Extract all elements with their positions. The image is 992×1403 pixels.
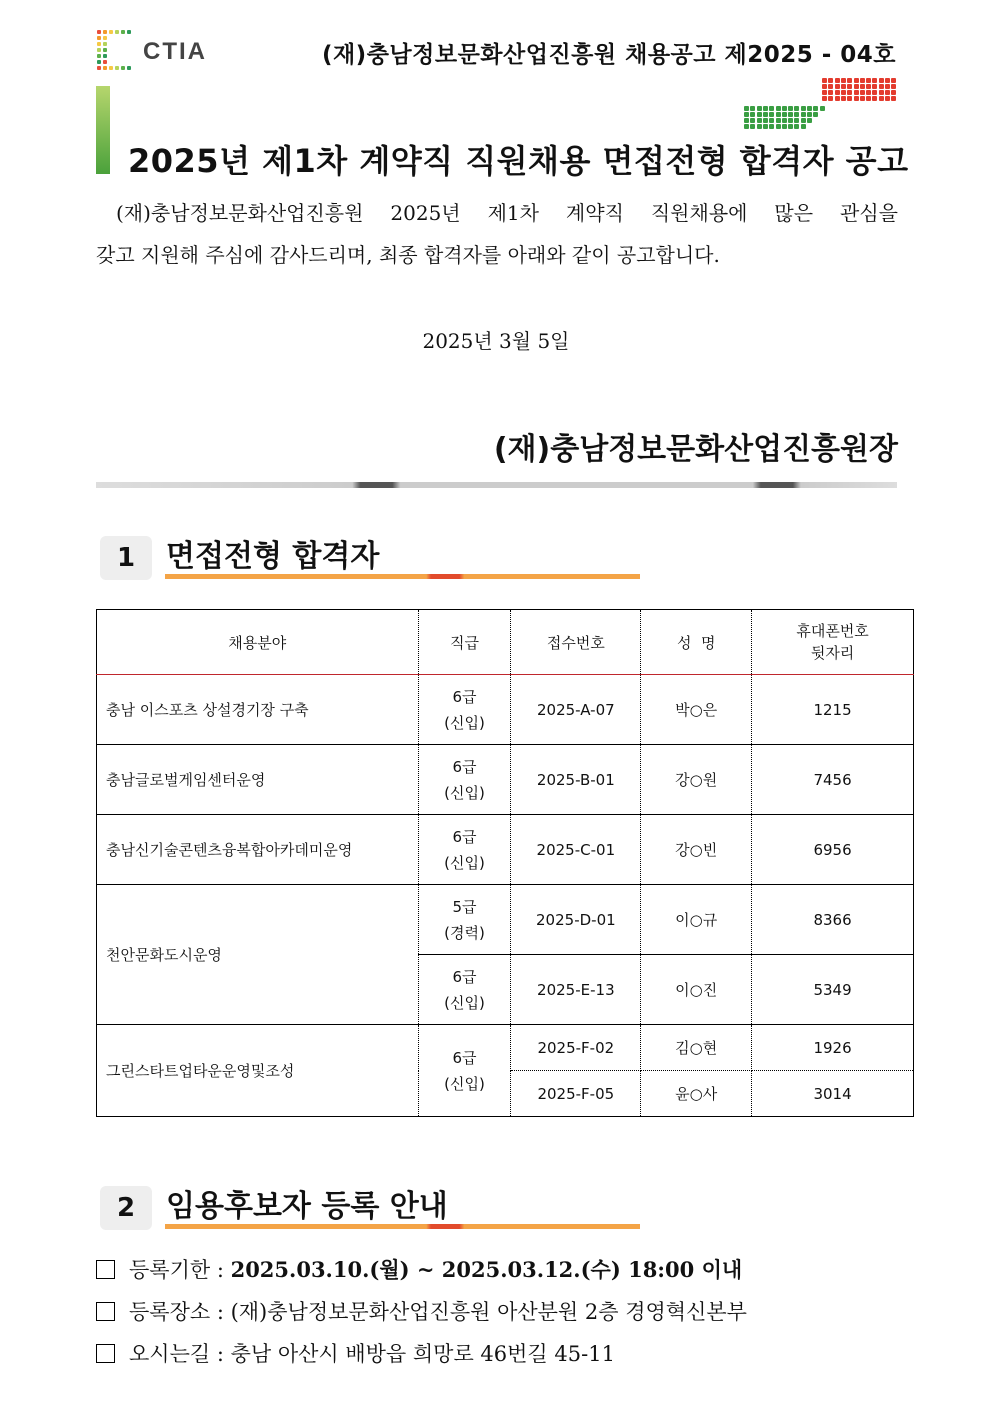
deco-dot bbox=[866, 90, 871, 95]
deco-dot bbox=[801, 112, 806, 117]
grade-type: (신입) bbox=[444, 783, 485, 802]
logo-dot bbox=[97, 66, 101, 70]
cell-receipt: 2025-F-02 bbox=[511, 1025, 641, 1071]
deco-dot bbox=[860, 96, 865, 101]
deco-dot bbox=[776, 118, 781, 123]
logo-text: CTIA bbox=[143, 38, 207, 65]
deco-dot bbox=[828, 84, 833, 89]
deco-dot bbox=[744, 124, 749, 129]
deco-dot bbox=[776, 112, 781, 117]
cell-grade bbox=[418, 675, 511, 745]
cell-grade bbox=[418, 955, 511, 1025]
deco-dot bbox=[860, 78, 865, 83]
deco-dot bbox=[769, 118, 774, 123]
deco-dot bbox=[828, 78, 833, 83]
deco-dot bbox=[769, 112, 774, 117]
cell-field: 충남 이스포츠 상설경기장 구축 bbox=[97, 675, 419, 745]
deco-dot bbox=[854, 90, 859, 95]
logo-dot bbox=[103, 42, 107, 46]
cell-receipt: 2025-E-13 bbox=[511, 955, 641, 1025]
deco-dot bbox=[801, 106, 806, 111]
cell-name: 김○현 bbox=[641, 1025, 752, 1071]
cell-name: 윤○사 bbox=[641, 1071, 752, 1117]
col-header-grade: 직급 bbox=[418, 610, 511, 675]
deco-dot bbox=[769, 124, 774, 129]
cell-grade bbox=[418, 885, 511, 955]
deco-dot bbox=[794, 124, 799, 129]
checkbox-square-icon bbox=[96, 1260, 115, 1279]
deco-dot bbox=[835, 90, 840, 95]
deco-dot bbox=[847, 78, 852, 83]
logo-dot bbox=[103, 36, 107, 40]
section2-underline bbox=[165, 1224, 640, 1229]
deco-dot bbox=[763, 124, 768, 129]
cell-receipt: 2025-B-01 bbox=[511, 745, 641, 815]
cell-phone: 1215 bbox=[752, 675, 914, 745]
cell-phone: 7456 bbox=[752, 745, 914, 815]
deco-dot bbox=[744, 112, 749, 117]
grade-level: 6급 bbox=[452, 757, 477, 776]
grade-type: (신입) bbox=[444, 993, 485, 1012]
section2-title: 임용후보자 등록 안내 bbox=[166, 1189, 448, 1224]
deco-dot bbox=[744, 118, 749, 123]
cell-phone: 8366 bbox=[752, 885, 914, 955]
deco-dot bbox=[788, 112, 793, 117]
notice-number: (재)충남정보문화산업진흥원 채용공고 제2025 - 04호 bbox=[321, 42, 896, 68]
grade-type: (신입) bbox=[444, 1074, 485, 1093]
cell-grade bbox=[418, 745, 511, 815]
cell-field: 그린스타트업타운운영및조성 bbox=[97, 1025, 419, 1117]
deco-dot bbox=[872, 78, 877, 83]
intro-paragraph-line1: (재)충남정보문화산업진흥원 2025년 제1차 계약직 직원채용에 많은 관심을 bbox=[116, 201, 898, 225]
decorative-dots-icon bbox=[742, 78, 898, 132]
deco-dot bbox=[879, 96, 884, 101]
deco-dot bbox=[794, 118, 799, 123]
table-header-row bbox=[97, 610, 914, 675]
deco-dot bbox=[757, 124, 762, 129]
deco-dot bbox=[854, 84, 859, 89]
deco-dot bbox=[776, 106, 781, 111]
deco-dot bbox=[782, 106, 787, 111]
logo-dot bbox=[121, 66, 125, 70]
announcement-date: 2025년 3월 5일 bbox=[422, 329, 570, 353]
logo-dot bbox=[103, 60, 107, 64]
deco-dot bbox=[860, 90, 865, 95]
logo-dot bbox=[127, 30, 131, 34]
deco-dot bbox=[841, 96, 846, 101]
deco-dot bbox=[822, 96, 827, 101]
checkbox-square-icon bbox=[96, 1302, 115, 1321]
deco-dot bbox=[744, 106, 749, 111]
bullet-label: 등록기한 : bbox=[129, 1258, 231, 1282]
intro-paragraph-line2: 갖고 지원해 주심에 감사드리며, 최종 합격자를 아래와 같이 공고합니다. bbox=[96, 243, 720, 267]
deco-dot bbox=[801, 118, 806, 123]
deco-dot bbox=[841, 78, 846, 83]
title-accent-bar bbox=[96, 86, 110, 174]
cell-name: 이○진 bbox=[641, 955, 752, 1025]
deco-dot bbox=[879, 84, 884, 89]
deco-dot bbox=[782, 118, 787, 123]
deco-dot bbox=[866, 84, 871, 89]
col-header-phone: 휴대폰번호 뒷자리 bbox=[752, 610, 914, 675]
logo-dot bbox=[109, 30, 113, 34]
logo-dot bbox=[97, 30, 101, 34]
deco-dot bbox=[841, 90, 846, 95]
deco-dot bbox=[769, 106, 774, 111]
section1-title: 면접전형 합격자 bbox=[166, 539, 380, 574]
logo-dot bbox=[97, 48, 101, 52]
logo-dot bbox=[115, 66, 119, 70]
logo-dot bbox=[127, 66, 131, 70]
section1-underline bbox=[165, 574, 640, 579]
logo-dot bbox=[97, 36, 101, 40]
deco-dot bbox=[782, 112, 787, 117]
deco-dot bbox=[763, 106, 768, 111]
logo-dot bbox=[109, 66, 113, 70]
deco-dot bbox=[828, 90, 833, 95]
deco-dot bbox=[847, 90, 852, 95]
checkbox-square-icon bbox=[96, 1344, 115, 1363]
logo-dot bbox=[121, 30, 125, 34]
deco-dot bbox=[788, 106, 793, 111]
grade-type: (신입) bbox=[444, 713, 485, 732]
deco-dot bbox=[835, 84, 840, 89]
deco-dot bbox=[891, 78, 896, 83]
bullet-value: 충남 아산시 배방읍 희망로 46번길 45-11 bbox=[230, 1342, 615, 1366]
deco-dot bbox=[866, 96, 871, 101]
cell-receipt: 2025-F-05 bbox=[511, 1071, 641, 1117]
cell-grade bbox=[418, 1025, 511, 1117]
cell-receipt: 2025-A-07 bbox=[511, 675, 641, 745]
deco-dot bbox=[757, 106, 762, 111]
table-row bbox=[97, 675, 914, 745]
cell-receipt: 2025-C-01 bbox=[511, 815, 641, 885]
deco-dot bbox=[854, 78, 859, 83]
deco-dot bbox=[841, 84, 846, 89]
deco-dot bbox=[813, 112, 818, 117]
deco-dot bbox=[794, 112, 799, 117]
col-header-receipt: 접수번호 bbox=[511, 610, 641, 675]
deco-dot bbox=[807, 118, 812, 123]
deco-dot bbox=[750, 106, 755, 111]
table-row bbox=[97, 1025, 914, 1071]
deco-dot bbox=[879, 90, 884, 95]
deco-dot bbox=[757, 118, 762, 123]
deco-dot bbox=[891, 84, 896, 89]
bullet-value: (재)충남정보문화산업진흥원 아산분원 2층 경영혁신본부 bbox=[230, 1300, 747, 1324]
deco-dot bbox=[788, 124, 793, 129]
section2-number: 2 bbox=[100, 1186, 152, 1230]
deco-dot bbox=[757, 112, 762, 117]
col-header-field: 채용분야 bbox=[97, 610, 419, 675]
deco-dot bbox=[854, 96, 859, 101]
bullet-label: 등록장소 : bbox=[129, 1300, 231, 1324]
grade-type: (경력) bbox=[444, 923, 485, 942]
grade-level: 6급 bbox=[452, 687, 477, 706]
logo-dot bbox=[103, 48, 107, 52]
deco-dot bbox=[763, 118, 768, 123]
grade-level: 5급 bbox=[452, 897, 477, 916]
deco-dot bbox=[835, 96, 840, 101]
logo-dot bbox=[97, 54, 101, 58]
bullet-label: 오시는길 : bbox=[129, 1342, 231, 1366]
logo-dot bbox=[103, 66, 107, 70]
deco-dot bbox=[828, 96, 833, 101]
cell-receipt: 2025-D-01 bbox=[511, 885, 641, 955]
cell-name: 이○규 bbox=[641, 885, 752, 955]
cell-field: 천안문화도시운영 bbox=[97, 885, 419, 1025]
table-row bbox=[97, 745, 914, 815]
grade-level: 6급 bbox=[452, 1048, 477, 1067]
cell-phone: 5349 bbox=[752, 955, 914, 1025]
table-row bbox=[97, 815, 914, 885]
bullet-value: 2025.03.10.(월) ~ 2025.03.12.(수) 18:00 이내 bbox=[230, 1257, 743, 1282]
grade-type: (신입) bbox=[444, 853, 485, 872]
cell-grade bbox=[418, 815, 511, 885]
deco-dot bbox=[885, 96, 890, 101]
deco-dot bbox=[813, 106, 818, 111]
deco-dot bbox=[782, 124, 787, 129]
deco-dot bbox=[794, 106, 799, 111]
cell-phone: 3014 bbox=[752, 1071, 914, 1117]
deco-dot bbox=[885, 90, 890, 95]
ctia-logo bbox=[97, 28, 217, 76]
deco-dot bbox=[891, 96, 896, 101]
deco-dot bbox=[822, 84, 827, 89]
deco-dot bbox=[885, 78, 890, 83]
deco-dot bbox=[847, 84, 852, 89]
cell-name: 박○은 bbox=[641, 675, 752, 745]
bullet-registration-place bbox=[96, 1296, 747, 1326]
cell-name: 강○원 bbox=[641, 745, 752, 815]
deco-dot bbox=[835, 78, 840, 83]
section1-number: 1 bbox=[100, 536, 152, 580]
cell-field: 충남글로벌게임센터운영 bbox=[97, 745, 419, 815]
col-header-name: 성 명 bbox=[641, 610, 752, 675]
deco-dot bbox=[763, 112, 768, 117]
logo-dot bbox=[97, 42, 101, 46]
cell-name: 강○빈 bbox=[641, 815, 752, 885]
bullet-directions bbox=[96, 1338, 615, 1368]
deco-dot bbox=[788, 118, 793, 123]
logo-dot bbox=[115, 30, 119, 34]
cell-phone: 6956 bbox=[752, 815, 914, 885]
results-table bbox=[96, 609, 914, 1117]
deco-dot bbox=[807, 106, 812, 111]
logo-dot bbox=[97, 60, 101, 64]
issuer-name: (재)충남정보문화산업진흥원장 bbox=[493, 432, 898, 467]
deco-dot bbox=[822, 78, 827, 83]
page-title: 2025년 제1차 계약직 직원채용 면접전형 합격자 공고 bbox=[128, 142, 909, 180]
deco-dot bbox=[872, 84, 877, 89]
deco-dot bbox=[866, 78, 871, 83]
cell-phone: 1926 bbox=[752, 1025, 914, 1071]
deco-dot bbox=[879, 78, 884, 83]
table-row bbox=[97, 885, 914, 955]
deco-dot bbox=[872, 96, 877, 101]
grade-level: 6급 bbox=[452, 967, 477, 986]
deco-dot bbox=[750, 118, 755, 123]
deco-dot bbox=[801, 124, 806, 129]
deco-dot bbox=[776, 124, 781, 129]
deco-dot bbox=[885, 84, 890, 89]
deco-dot bbox=[860, 84, 865, 89]
deco-dot bbox=[891, 90, 896, 95]
deco-dot bbox=[847, 96, 852, 101]
divider bbox=[96, 482, 897, 488]
deco-dot bbox=[872, 90, 877, 95]
deco-dot bbox=[807, 112, 812, 117]
grade-level: 6급 bbox=[452, 827, 477, 846]
deco-dot bbox=[750, 124, 755, 129]
cell-field: 충남신기술콘텐츠융복합아카데미운영 bbox=[97, 815, 419, 885]
bullet-registration-period bbox=[96, 1254, 742, 1284]
deco-dot bbox=[820, 106, 825, 111]
deco-dot bbox=[822, 90, 827, 95]
logo-dot bbox=[103, 30, 107, 34]
logo-dots-icon bbox=[97, 28, 137, 74]
logo-dot bbox=[103, 54, 107, 58]
deco-dot bbox=[750, 112, 755, 117]
